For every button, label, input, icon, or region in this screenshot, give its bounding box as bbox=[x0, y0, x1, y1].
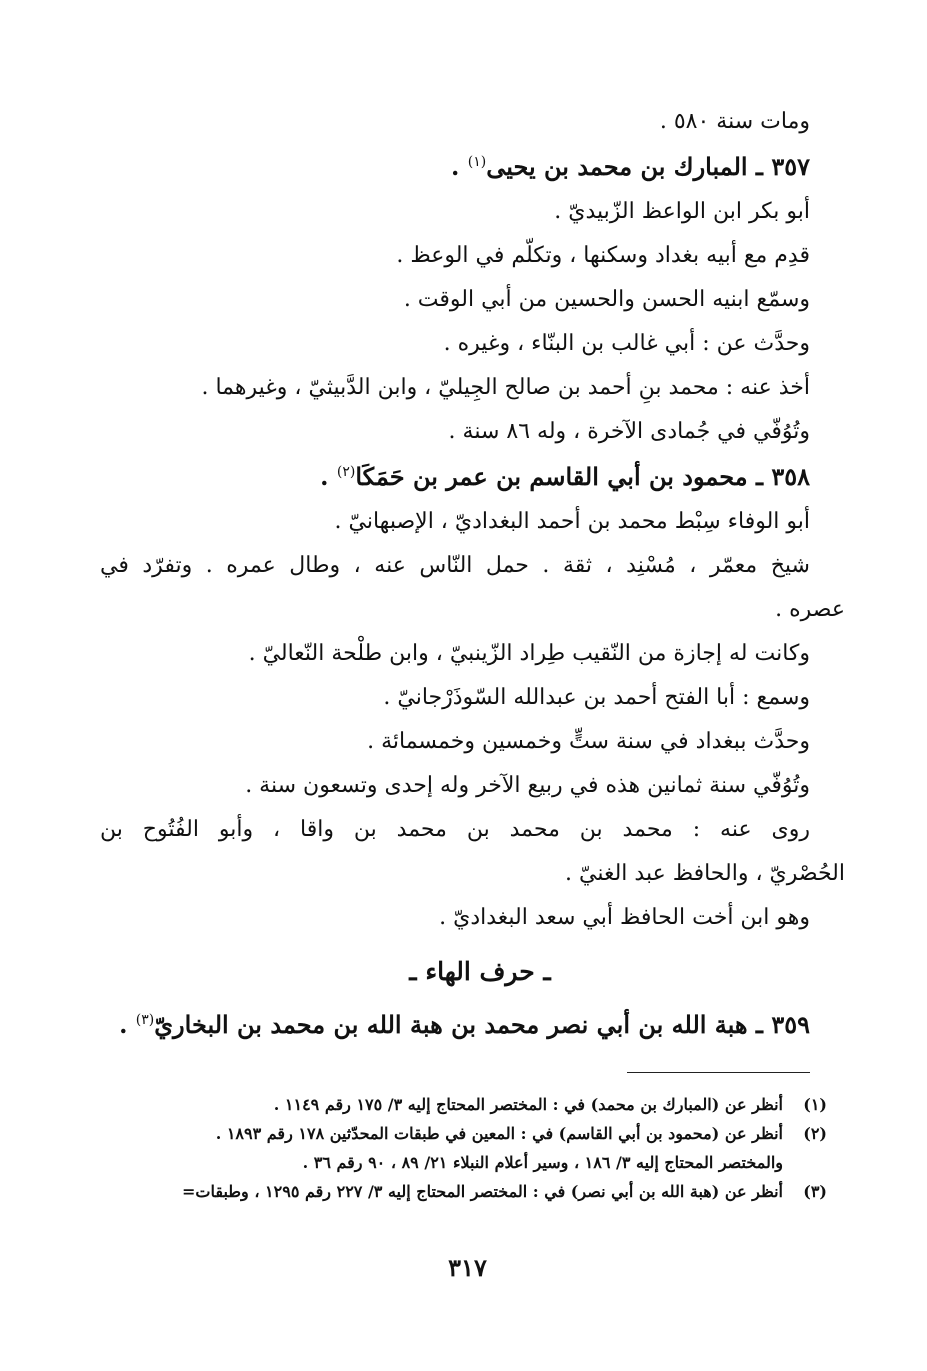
entry-line: الحُصْريّ ، والحافظ عبد الغنيّ . bbox=[565, 861, 845, 886]
entry-heading-text: ٣٥٧ ـ المبارك بن محمد بن يحيى bbox=[486, 152, 810, 181]
entry-heading-end: . bbox=[320, 462, 337, 491]
entry-line: وهو ابن أخت الحافظ أبي سعد البغداديّ . bbox=[439, 905, 810, 930]
footnote-reference[interactable]: (١) bbox=[467, 154, 487, 170]
entry-line: أبو الوفاء سِبْط محمد بن أحمد البغداديّ ، الإصبهانيّ . bbox=[334, 509, 810, 534]
footnote-line: والمختصر المحتاج إليه ٣/ ١٨٦ ، وسير أعلام النبلاء ٢١/ ٨٩ ، ٩٠ رقم ٣٦ . bbox=[302, 1153, 783, 1172]
footnote bbox=[100, 1090, 827, 1119]
footnote bbox=[100, 1119, 827, 1177]
entry-line: شيخ معمّر ، مُسْنِد ، ثقة . حمل النّاس عنه ، وطال عمره . وتفرّد في bbox=[100, 553, 810, 578]
entry-line: عصره . bbox=[775, 597, 845, 622]
entry-line: وكانت له إجازة من النّقيب طِراد الزّينبيّ ، وابن طلْحة النّعاليّ . bbox=[248, 641, 810, 666]
entry-line: قدِم مع أبيه بغداد وسكنها ، وتكلّم في الوعظ . bbox=[396, 243, 810, 268]
entry-heading-text: ٣٥٩ ـ هبة الله بن أبي نصر محمد بن هبة الله بن محمد بن البخاريّ bbox=[154, 1010, 810, 1039]
footnote-body bbox=[100, 1177, 783, 1206]
footnotes bbox=[100, 1090, 827, 1206]
entry-line: أبو بكر ابن الواعظ الزّبيديّ . bbox=[554, 199, 810, 224]
footnote-number: (٣) bbox=[803, 1182, 827, 1201]
footnote-number: (٢) bbox=[803, 1124, 827, 1143]
footnote-number: (١) bbox=[803, 1095, 827, 1114]
entry-line: وسمّع ابنيه الحسن والحسين من أبي الوقت . bbox=[403, 287, 810, 312]
footnote-divider bbox=[627, 1072, 810, 1073]
entry-line: وتُوُفّي في جُمادى الآخرة ، وله ٨٦ سنة . bbox=[448, 419, 810, 444]
entry-358 bbox=[100, 454, 845, 940]
footnote bbox=[100, 1177, 827, 1206]
footnote-line: أنظر عن (المبارك بن محمد) في : المختصر المحتاج إليه ٣/ ١٧٥ رقم ١١٤٩ . bbox=[273, 1095, 783, 1114]
entry-heading-end: . bbox=[119, 1010, 136, 1039]
entry-line: وحدَّث ببغداد في سنة ستٍّ وخمسين وخمسمائة . bbox=[367, 729, 810, 754]
main-text bbox=[100, 100, 845, 1048]
entry-heading bbox=[100, 144, 810, 190]
footnote-reference[interactable]: (٣) bbox=[135, 1012, 155, 1028]
entry-line: وحدَّث عن : أبي غالب بن البنّاء ، وغيره . bbox=[443, 331, 810, 356]
entry-heading-end: . bbox=[451, 152, 468, 181]
footnote-reference[interactable]: (٢) bbox=[336, 464, 356, 480]
footnote-line: أنظر عن (محمود بن أبي القاسم) في : المعين في طبقات المحدّثين ١٧٨ رقم ١٨٩٣ . bbox=[215, 1124, 783, 1143]
entry-line: روى عنه : محمد بن محمد بن محمد بن واقا ، وأبو الفُتُوح بن bbox=[100, 817, 810, 842]
entry-heading bbox=[100, 454, 810, 500]
intro-line: ومات سنة ٥٨٠ . bbox=[659, 109, 810, 134]
entry-line: أخذ عنه : محمد بنِ أحمد بن صالح الجِيليّ ، وابن الدَّبيثيّ ، وغيرهما . bbox=[201, 375, 810, 400]
footnote-body bbox=[100, 1090, 783, 1119]
footnote-line: أنظر عن (هبة الله بن أبي نصر) في : المختصر المحتاج إليه ٣/ ٢٢٧ رقم ١٢٩٥ ، وطبقات= bbox=[182, 1182, 783, 1201]
footnote-body bbox=[100, 1119, 783, 1177]
section-title: ـ حرف الهاء ـ bbox=[409, 957, 551, 986]
entry-359-heading bbox=[100, 1002, 810, 1048]
entry-357 bbox=[100, 144, 810, 454]
entry-heading-text: ٣٥٨ ـ محمود بن أبي القاسم بن عمر بن حَمَكَا bbox=[355, 462, 810, 491]
page-number: ٣١٧ bbox=[448, 1253, 487, 1282]
entry-line: وتُوُفّي سنة ثمانين هذه في ربيع الآخر وله إحدى وتسعون سنة . bbox=[245, 773, 810, 798]
entry-line: وسمع : أبا الفتح أحمد بن عبدالله السّوذَرْجانيّ . bbox=[383, 685, 810, 710]
